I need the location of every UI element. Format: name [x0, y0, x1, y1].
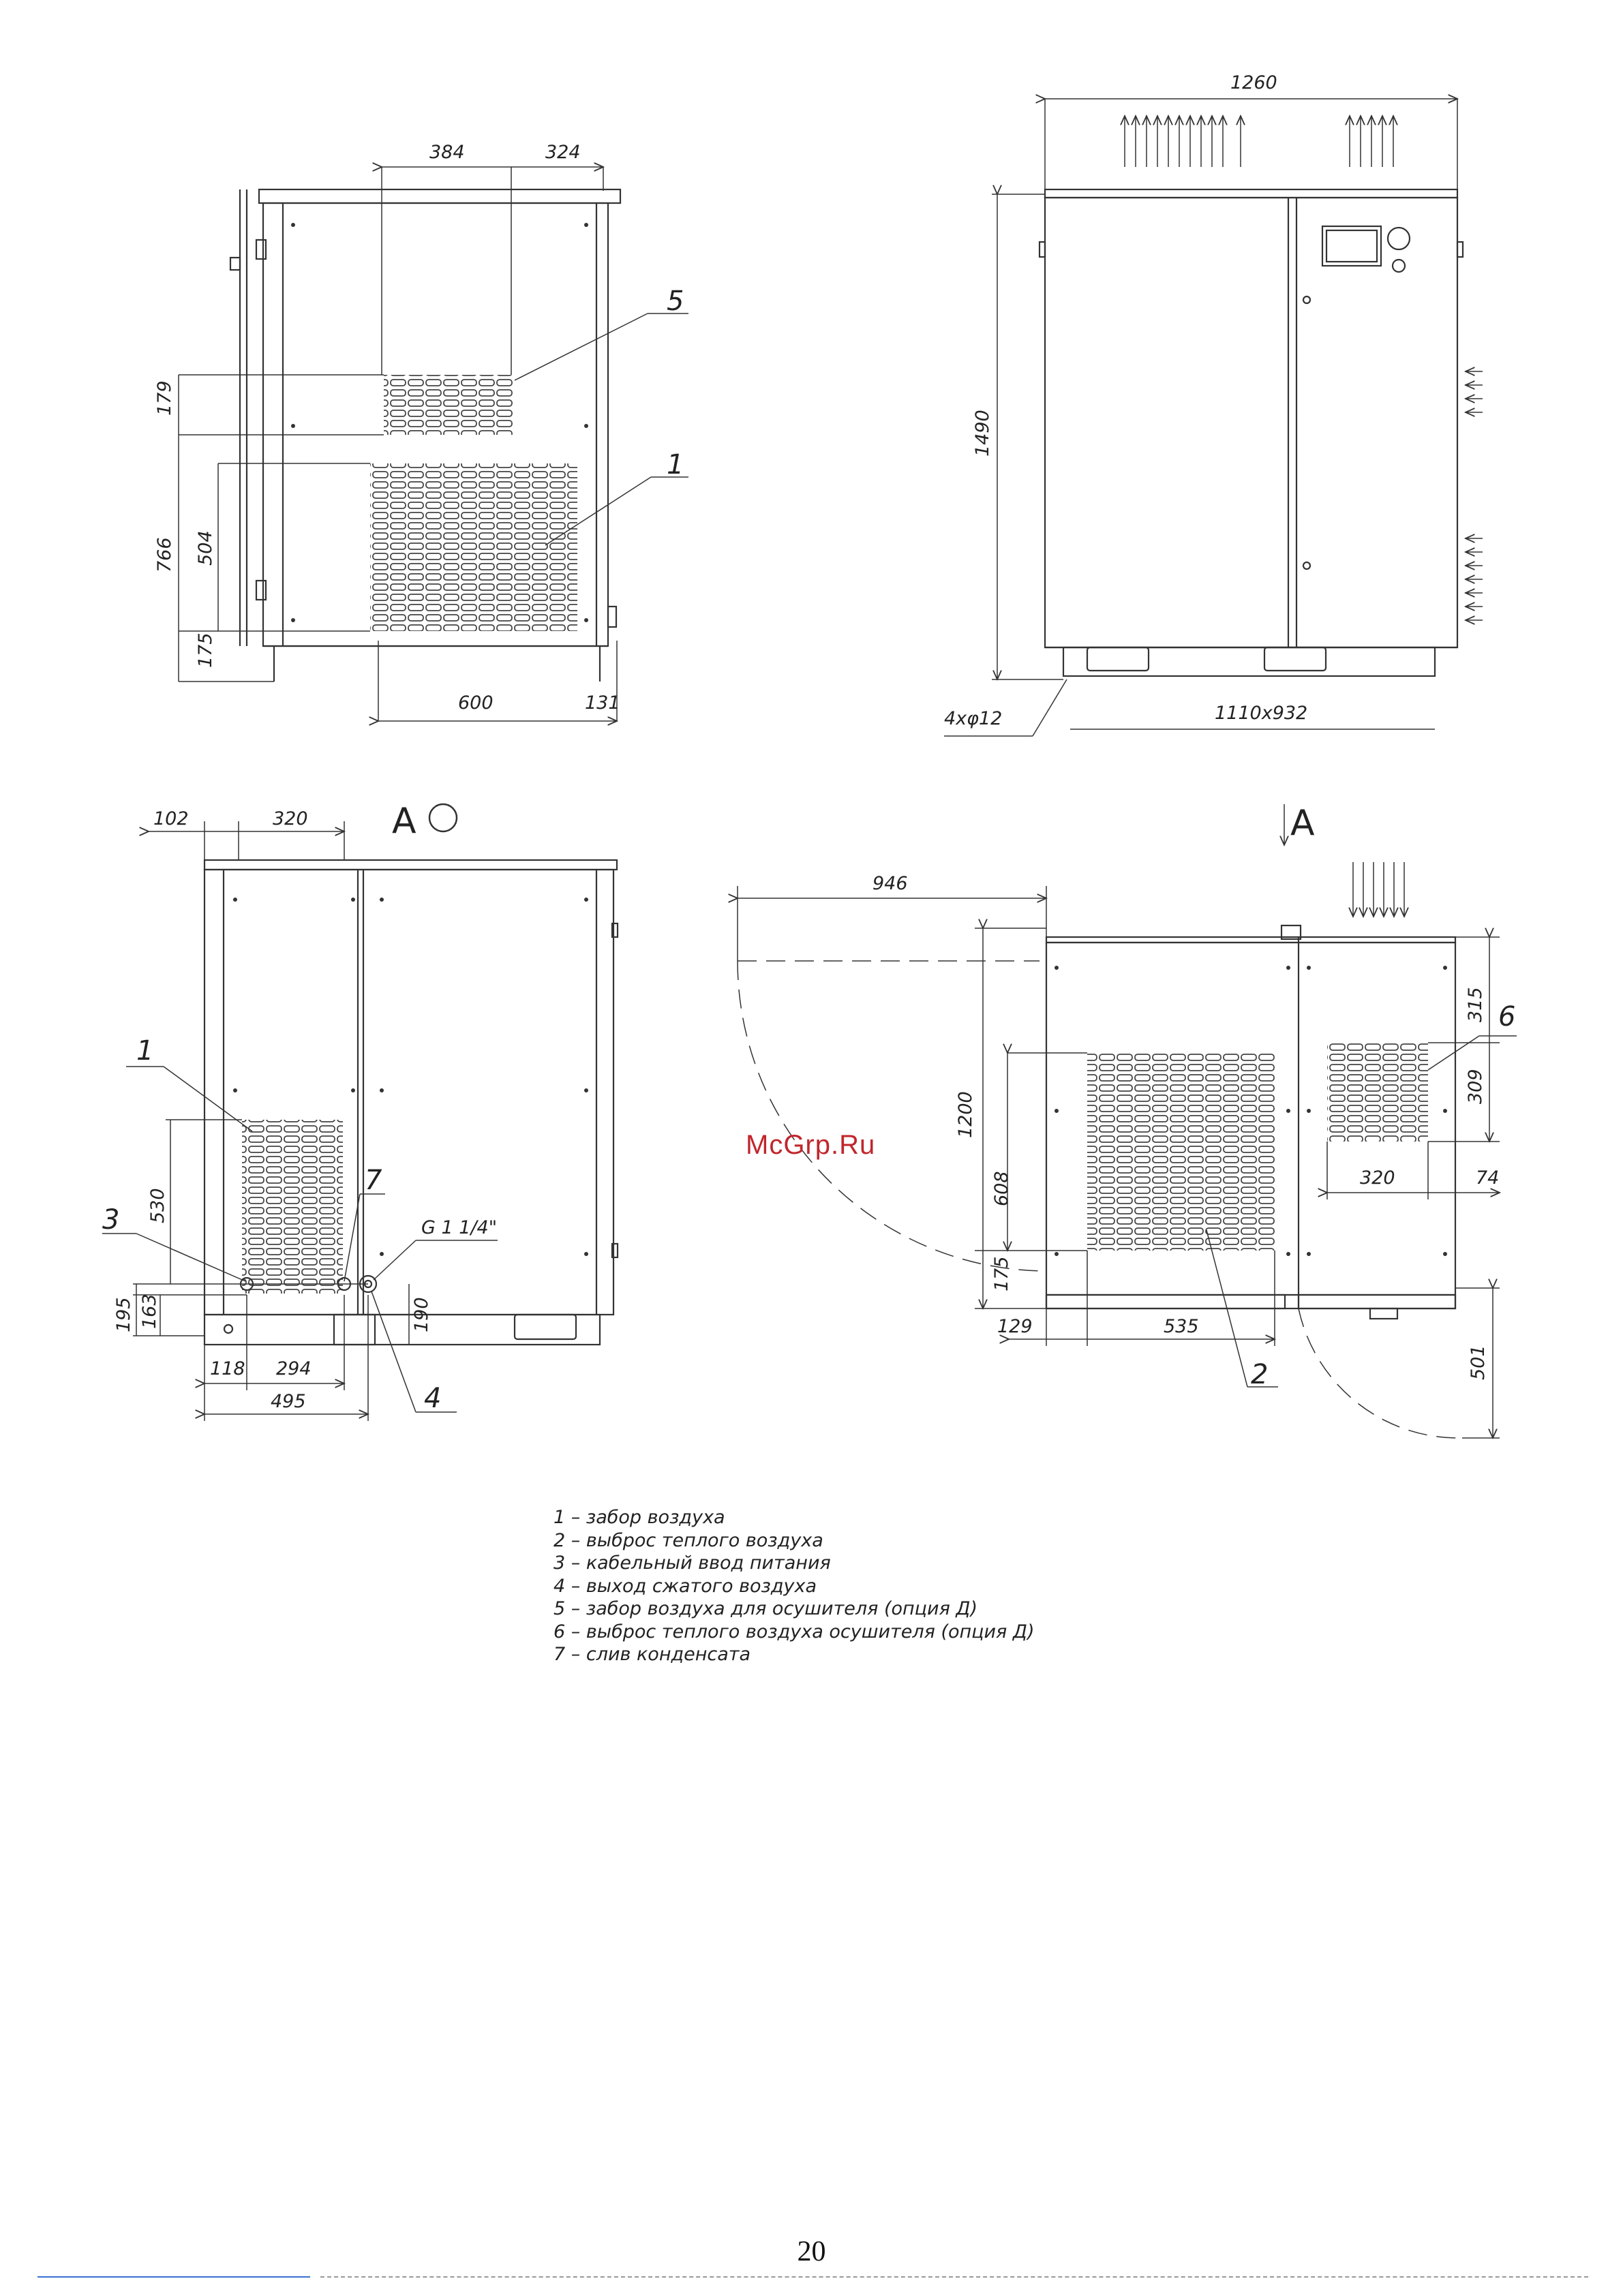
control-display — [1322, 226, 1381, 266]
footer-divider — [320, 2276, 1588, 2278]
dim-175-br: 175 — [991, 1256, 1012, 1291]
thread-spec: G 1 1/4" — [421, 1217, 498, 1238]
dim-320: 320 — [273, 808, 308, 829]
view-top-right — [944, 99, 1483, 736]
power-switch — [1388, 228, 1410, 249]
dim-131: 131 — [585, 692, 620, 714]
view-top-left — [179, 167, 688, 721]
legend-item: 4 – выход сжатого воздуха — [553, 1575, 817, 1597]
dim-384: 384 — [429, 142, 465, 163]
warm-air-outlet-grille — [1087, 1053, 1275, 1251]
legend-item: 7 – слив конденсата — [553, 1644, 751, 1665]
dim-324: 324 — [545, 142, 581, 163]
callout-2: 2 — [1251, 1359, 1269, 1390]
dim-102: 102 — [153, 808, 189, 829]
rotate-view-icon — [429, 804, 457, 831]
legend — [553, 1506, 1035, 1666]
dim-1200: 1200 — [955, 1091, 976, 1138]
callout-4: 4 — [424, 1383, 442, 1414]
dryer-outlet-grille — [1327, 1043, 1428, 1142]
callout-1-bl: 1 — [136, 1035, 154, 1067]
dim-294: 294 — [276, 1358, 312, 1379]
dim-608: 608 — [991, 1171, 1012, 1206]
callout-6: 6 — [1498, 1001, 1516, 1032]
legend-item: 5 – забор воздуха для осушителя (опция Д) — [553, 1598, 978, 1619]
page-number: 20 — [797, 2236, 826, 2267]
view-bottom-left — [102, 804, 618, 1421]
callout-5: 5 — [667, 286, 684, 317]
watermark: McGrp.Ru — [746, 1130, 876, 1160]
side-air-intake-grille — [242, 1120, 343, 1294]
legend-item: 6 – выброс теплого воздуха осушителя (опция Д) — [553, 1621, 1035, 1642]
legend-item: 3 – кабельный ввод питания — [553, 1552, 831, 1574]
dim-hole: 4xφ12 — [944, 708, 1003, 729]
dim-195: 195 — [113, 1297, 134, 1332]
view-bottom-right — [738, 804, 1517, 1438]
view-a-title-left: A — [392, 801, 416, 842]
dim-129: 129 — [997, 1316, 1033, 1337]
dim-118: 118 — [210, 1358, 245, 1379]
callout-3: 3 — [102, 1204, 120, 1236]
air-intake-grille — [370, 463, 577, 631]
dim-179: 179 — [154, 380, 175, 416]
view-a-title-right: A — [1290, 803, 1315, 844]
callout-7: 7 — [365, 1165, 382, 1196]
dim-190: 190 — [411, 1297, 432, 1332]
dim-535: 535 — [1164, 1316, 1199, 1337]
footer-link-line — [37, 2276, 310, 2278]
dim-946: 946 — [873, 873, 908, 894]
dim-175: 175 — [195, 632, 216, 668]
dim-1490: 1490 — [972, 410, 993, 457]
dryer-intake-grille — [384, 375, 513, 435]
dim-74: 74 — [1476, 1167, 1500, 1189]
dim-320-br: 320 — [1360, 1167, 1395, 1189]
dim-163: 163 — [139, 1294, 160, 1329]
dim-495: 495 — [271, 1391, 306, 1412]
dim-600: 600 — [458, 692, 494, 714]
dim-530: 530 — [147, 1188, 168, 1223]
dim-315: 315 — [1465, 987, 1486, 1022]
dim-504: 504 — [195, 530, 216, 566]
callout-1: 1 — [667, 449, 684, 480]
dim-1260: 1260 — [1230, 72, 1277, 93]
dim-309: 309 — [1465, 1069, 1486, 1104]
legend-item: 1 – забор воздуха — [553, 1507, 725, 1528]
emergency-button — [1393, 260, 1405, 272]
dim-base: 1110x932 — [1215, 703, 1308, 724]
dim-501: 501 — [1468, 1345, 1489, 1380]
dim-766: 766 — [154, 537, 175, 572]
legend-item: 2 – выброс теплого воздуха — [553, 1529, 823, 1551]
